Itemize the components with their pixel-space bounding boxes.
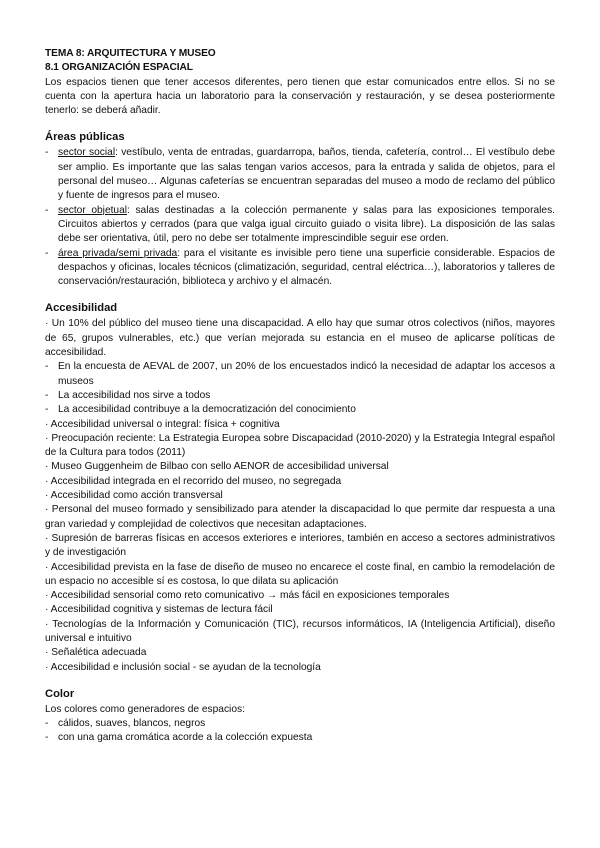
- dash-bullet: -: [45, 247, 49, 259]
- dash-bullet: -: [45, 718, 49, 730]
- dot-item: · Accesibilidad como acción transversal: [45, 490, 223, 502]
- dot-item: · Accesibilidad integrada en el recorrido del museo, no segregada: [45, 475, 342, 487]
- list-item: [45, 731, 555, 745]
- dot-item: · Personal del museo formado y sensibilizado para atender la discapacidad lo que permite dar respuesta a una gran variedad y complejidad de colectivos que necesitan adaptaciones.: [45, 504, 555, 530]
- dash-bullet: -: [45, 732, 49, 744]
- dash-bullet: -: [45, 361, 49, 373]
- color-list: [45, 717, 555, 746]
- list-item: [45, 247, 555, 290]
- dot-item: · Señalética adecuada: [45, 647, 147, 659]
- accesibilidad-lines: [45, 317, 555, 674]
- dash-bullet: -: [45, 147, 49, 159]
- dot-item: · Supresión de barreras físicas en accesos exteriores e interiores, también en acceso a sectores administrativos y de investigación: [45, 532, 555, 559]
- dot-item: · Accesibilidad sensorial como reto comunicativo → más fácil en exposiciones temporales: [45, 590, 450, 602]
- dash-bullet: -: [45, 389, 49, 401]
- accesibilidad-heading: Accesibilidad: [45, 302, 118, 315]
- dot-item: · Preocupación reciente: La Estrategia Europea sobre Discapacidad (2010-2020) y la Estrategia Integral español de la Cultura para todos (2011): [45, 432, 555, 459]
- list-item: [45, 403, 555, 417]
- list-item-text: La accesibilidad nos sirve a todos: [58, 389, 211, 401]
- list-item-text: La accesibilidad contribuye a la democratización del conocimiento: [58, 404, 356, 416]
- list-item-text: con una gama cromática acorde a la colección expuesta: [58, 732, 313, 744]
- dot-item: · Museo Guggenheim de Bilbao con sello AENOR de accesibilidad universal: [45, 461, 389, 473]
- term-description: : vestíbulo, venta de entradas, guardarropa, baños, tienda, cafetería, control… El vestíbulo debe ser amplio. Es importante que las salas tengan varios accesos, para la entrada y salida de objetos, para el personal del museo… Algunas cafeterías se encuentran separadas del museo a modo de reclamo del público y fuente de ingresos para el museo.: [58, 147, 556, 202]
- dash-list: [45, 360, 555, 417]
- dash-bullet: -: [45, 204, 49, 216]
- dot-item: · Accesibilidad cognitiva y sistemas de lectura fácil: [45, 604, 273, 616]
- term: sector social: [58, 147, 116, 159]
- list-item: [45, 146, 555, 203]
- section-subtitle: 8.1 ORGANIZACIÓN ESPACIAL: [45, 62, 193, 74]
- term-description: : para el visitante es invisible pero tiene una superficie considerable. Espacios de despachos y oficinas, locales técnicos (climatización, seguridad, central eléctrica…), laboratorios y talleres de conservación/restauración, biblioteca y archivo y el almacén.: [58, 247, 555, 288]
- list-item-text: En la encuesta de AEVAL de 2007, un 20% de los encuestados indicó la necesidad de adaptar los accesos a museos: [58, 361, 555, 387]
- dot-item: · Accesibilidad e inclusión social - se ayudan de la tecnología: [45, 661, 321, 673]
- color-intro: Los colores como generadores de espacios:: [45, 703, 245, 715]
- dot-item: · Un 10% del público del museo tiene una discapacidad. A ello hay que sumar otros colectivos (niños, mayores de 65, grupos vulnerables, etc.) que verían mejorada su estancia en el museo de aplicarse políticas de accesibilidad.: [45, 318, 555, 359]
- list-item: [45, 204, 555, 247]
- list-item-text: cálidos, suaves, blancos, negros: [58, 718, 206, 730]
- dash-bullet: -: [45, 404, 49, 416]
- dot-item: · Tecnologías de la Información y Comunicación (TIC), recursos informáticos, IA (Inteligencia Artificial), diseño universal e intuitivo: [45, 618, 555, 644]
- list-item: [45, 360, 555, 389]
- term: área privada/semi privada: [58, 247, 178, 259]
- color-heading: Color: [45, 687, 75, 700]
- term-description: : salas destinadas a la colección permanente y salas para las exposiciones temporales. Circuitos abiertos y cerrados (para que valga igual circuito guiado o visita libre). La disposición de las salas debe ser orientativa, útil, pero no debe ser totalmente imprescindible seguir ese orden.: [58, 204, 555, 245]
- dot-item: · Accesibilidad prevista en la fase de diseño de museo no encarece el coste final, en cambio la remodelación de un espacio no accesible sí es costosa, lo que dilata su aplicación: [45, 561, 555, 587]
- list-item: [45, 717, 555, 731]
- document-title: TEMA 8: ARQUITECTURA Y MUSEO: [45, 48, 216, 59]
- intro-paragraph: Los espacios tienen que tener accesos diferentes, pero tienen que estar comunicados entre ellos. Si no se cuenta con la apertura hacia un laboratorio para la conservación y restauración, y se desea posteriormente tenerlo: se deberá añadir.: [45, 76, 555, 117]
- list-item: [45, 389, 555, 403]
- areas-heading: Áreas públicas: [45, 131, 125, 144]
- term: sector objetual: [58, 204, 128, 216]
- areas-list: [45, 146, 555, 289]
- dot-item: · Accesibilidad universal o integral: física + cognitiva: [45, 418, 280, 430]
